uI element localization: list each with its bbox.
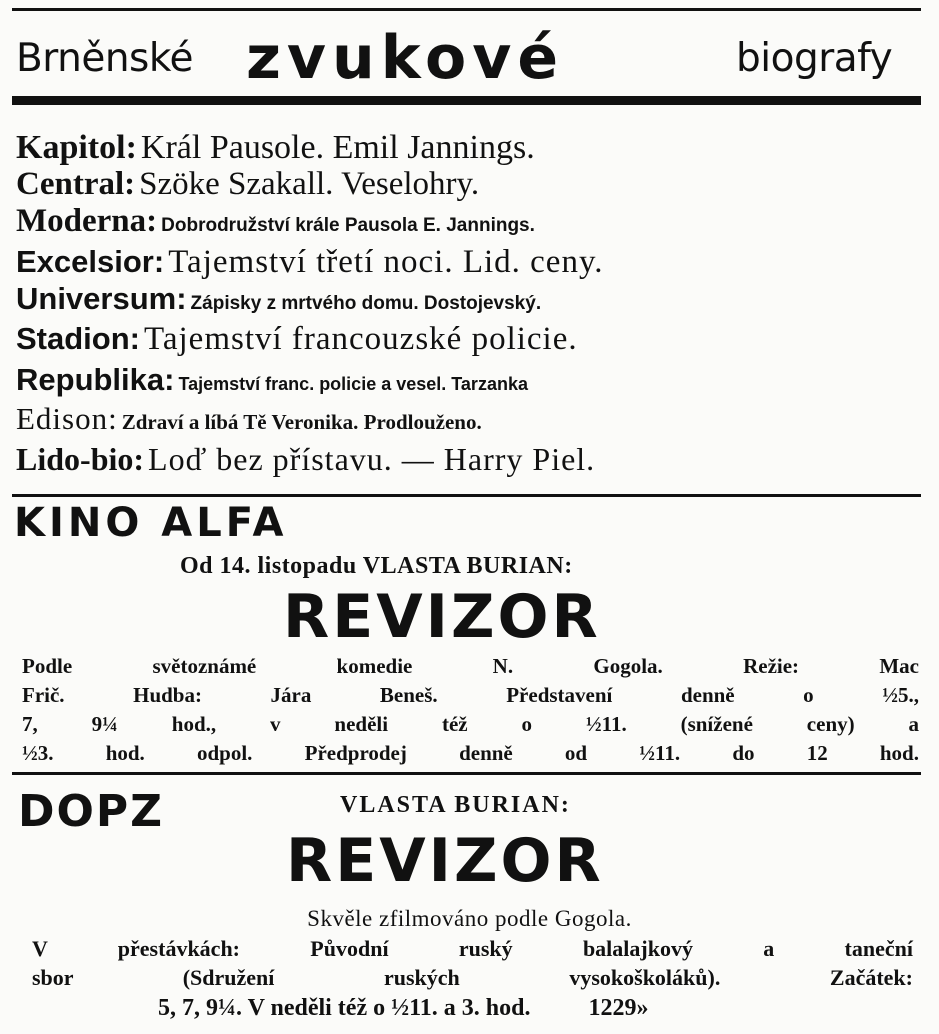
cinema-program: Szöke Szakall. Veselohry. bbox=[139, 166, 480, 202]
kino-alfa-title: KINO ALFA bbox=[14, 500, 288, 546]
section-rule bbox=[12, 494, 921, 497]
cinema-row bbox=[16, 168, 921, 201]
cinema-row bbox=[16, 131, 921, 165]
cinema-row bbox=[16, 364, 921, 395]
dopz-last-line bbox=[158, 995, 648, 1022]
cinema-program: Loď bez přístavu. — Harry Piel. bbox=[148, 441, 596, 477]
header-suffix: biografy bbox=[736, 36, 893, 81]
alfa-line: ½3. hod. odpol. Předprodej denně od ½11. do 12 hod. bbox=[22, 741, 919, 765]
dopz-line: V přestávkách: Původní ruský balalajkový a taneční bbox=[32, 936, 913, 961]
header-emphasis: zvukové bbox=[246, 23, 565, 93]
cinema-venue: Central: bbox=[16, 166, 136, 202]
dopz-tagline: Skvěle zfilmováno podle Gogola. bbox=[307, 906, 632, 931]
dopz-description bbox=[32, 934, 913, 992]
header-prefix: Brněnské bbox=[16, 36, 194, 81]
cinema-row bbox=[16, 246, 921, 279]
cinema-program: Král Pausole. Emil Jannings. bbox=[140, 129, 535, 166]
alfa-film-title: REVIZOR bbox=[283, 582, 601, 652]
header-rule bbox=[12, 96, 921, 105]
cinema-row bbox=[16, 443, 921, 475]
top-rule bbox=[12, 8, 921, 11]
alfa-line: Frič. Hudba: Jára Beneš. Představení denně o ½5., bbox=[22, 683, 919, 707]
cinema-venue: Kapitol: bbox=[16, 129, 137, 166]
dopz-film-title: REVIZOR bbox=[286, 826, 604, 896]
cinema-row bbox=[16, 323, 921, 356]
cinema-venue: Excelsior: bbox=[16, 244, 165, 279]
cinema-venue: Universum: bbox=[16, 281, 187, 316]
cinema-venue: Lido-bio: bbox=[16, 441, 145, 477]
cinema-venue: Moderna: bbox=[16, 203, 158, 239]
cinema-venue: Republika: bbox=[16, 362, 175, 397]
alfa-line: Podle světoznámé komedie N. Gogola. Režie: Mac bbox=[22, 654, 919, 678]
cinema-program: Dobrodružství krále Pausola E. Jannings. bbox=[161, 215, 535, 236]
dopz-line: sbor (Sdružení ruských vysokoškoláků). Začátek: bbox=[32, 965, 913, 990]
cinema-row bbox=[16, 403, 921, 434]
dopz-times: 5, 7, 9¼. V neděli též o ½11. a 3. hod. bbox=[158, 995, 531, 1021]
alfa-line: 7, 9¼ hod., v neděli též o ½11. (snížené ceny) a bbox=[22, 712, 919, 736]
cinema-venue: Stadion: bbox=[16, 321, 140, 356]
dopz-title: DOPZ bbox=[18, 786, 165, 837]
header bbox=[14, 23, 921, 96]
cinema-program: Tajemství francouzské policie. bbox=[144, 321, 578, 357]
cinema-program: Zápisky z mrtvého domu. Dostojevský. bbox=[190, 293, 542, 314]
cinema-row bbox=[16, 205, 921, 238]
ad-number: 1229» bbox=[588, 995, 649, 1021]
cinema-program: Tajemství franc. policie a vesel. Tarzanka bbox=[178, 374, 528, 394]
cinema-venue: Edison: bbox=[16, 401, 118, 436]
dopz-actor: VLASTA BURIAN: bbox=[340, 792, 571, 818]
cinema-row bbox=[16, 283, 921, 314]
cinema-program: Zdraví a líbá Tě Veronika. Prodlouženo. bbox=[121, 410, 482, 434]
alfa-description bbox=[22, 652, 919, 768]
alfa-date-line: Od 14. listopadu VLASTA BURIAN: bbox=[180, 553, 573, 579]
section-rule bbox=[12, 772, 921, 775]
cinema-program: Tajemství třetí noci. Lid. ceny. bbox=[168, 244, 604, 280]
